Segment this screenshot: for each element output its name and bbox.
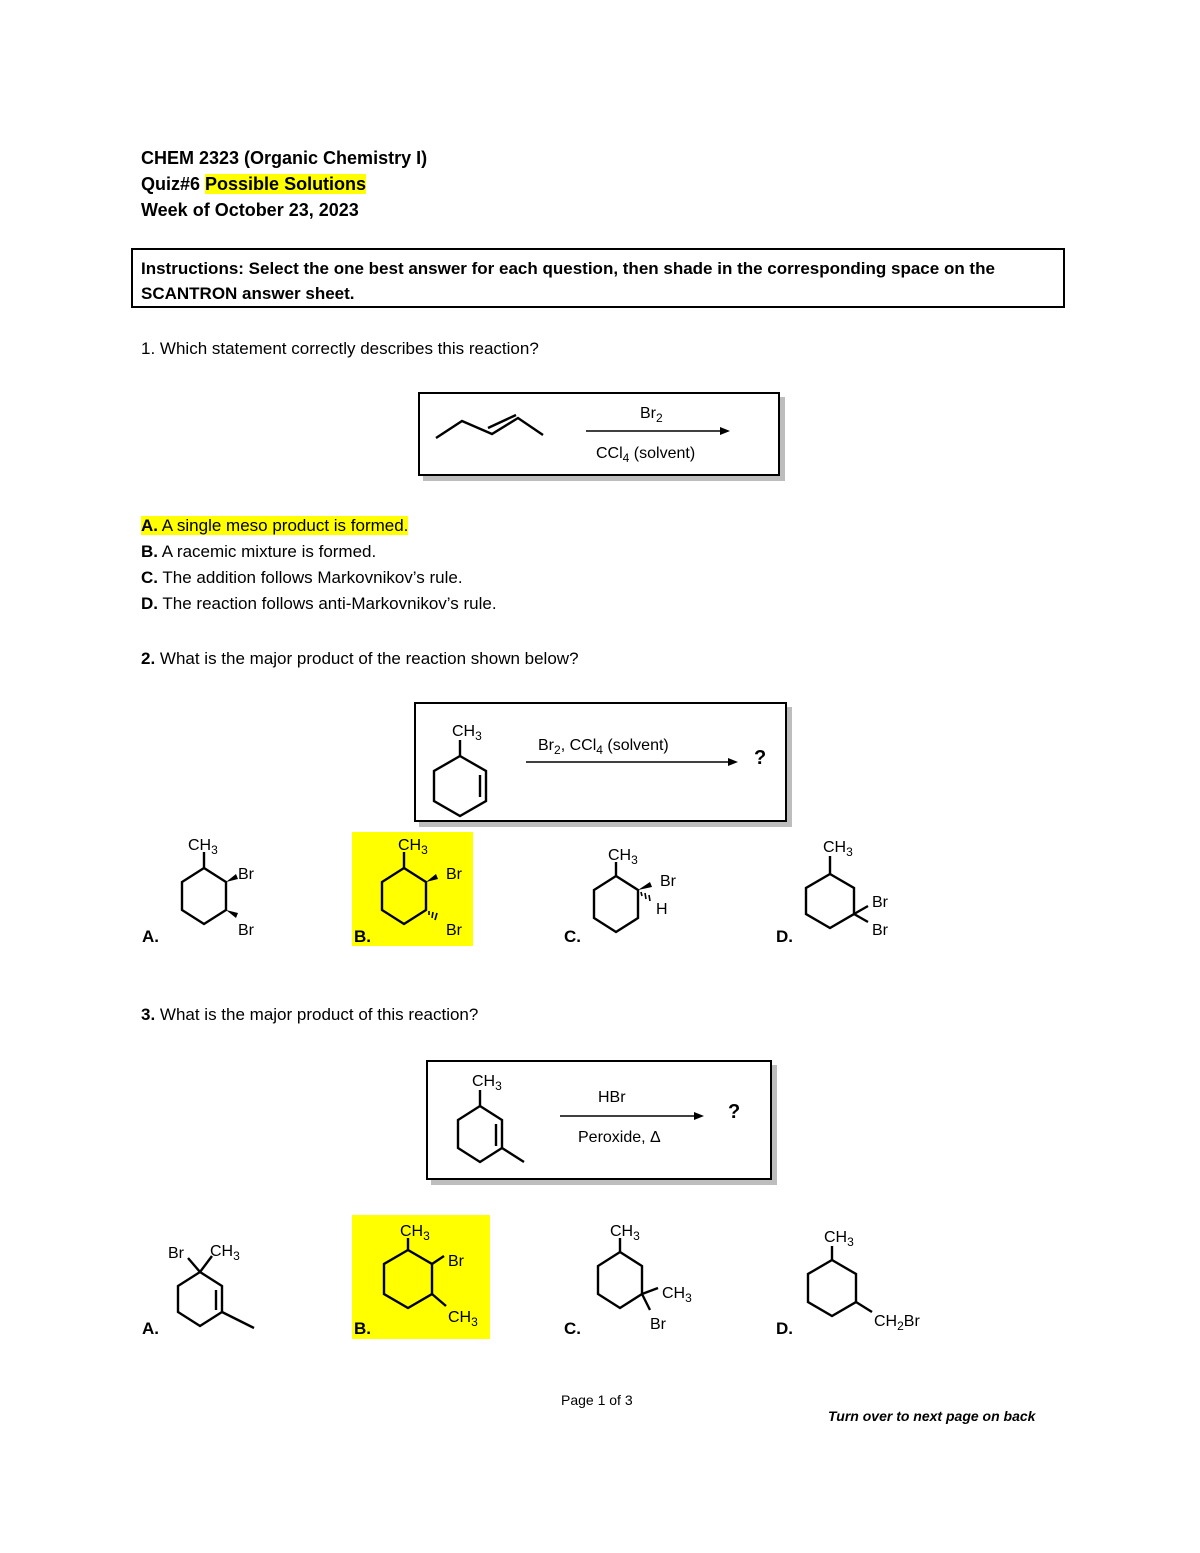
q1-arrowhead <box>720 427 730 435</box>
q2-ch3: $CH_3$ <box>452 723 482 743</box>
q1-reagent-bottom: CCl$_4$ (solvent) <box>596 445 696 465</box>
q3-reaction-box <box>426 1060 772 1180</box>
q2-option-b-label: B. <box>354 927 371 946</box>
q3-option-b-label: B. <box>354 1319 371 1338</box>
wedge-bond <box>426 874 438 882</box>
quiz-title <box>141 173 366 195</box>
q1-option-a: A. A single meso product is formed. <box>141 516 409 535</box>
q1-option-d: D. The reaction follows anti-Markovnikov’s rule. <box>141 594 497 613</box>
q2-option-c-label: C. <box>564 927 581 946</box>
question-3 <box>141 1004 478 1026</box>
br-label: Br <box>660 873 676 890</box>
q2-option-b-structure <box>372 832 482 942</box>
q2-unknown: ? <box>754 747 767 769</box>
ch3-label: $CH_3$ <box>400 1223 430 1243</box>
br-label: Br <box>448 1253 464 1270</box>
q2-methylcyclohexene <box>434 740 486 816</box>
quiz-highlight: Possible Solutions <box>205 174 367 194</box>
quiz-prefix: Quiz#6 <box>141 174 206 194</box>
q2-option-d-structure <box>796 832 906 942</box>
hash-bond <box>641 892 650 901</box>
ch3-label: $CH_3$ <box>448 1309 478 1329</box>
question-2-number: 2. <box>141 649 156 668</box>
q2-reaction-box <box>414 702 787 822</box>
q3-reaction-svg <box>428 1062 770 1178</box>
question-2 <box>141 648 579 670</box>
hash-bond <box>429 911 437 920</box>
br-label: Br <box>238 922 254 939</box>
question-1 <box>141 338 539 360</box>
br-label: Br <box>650 1316 666 1333</box>
q3-arrowhead <box>694 1112 704 1120</box>
question-2-text: What is the major product of the reaction shown below? <box>155 649 579 668</box>
br-label: Br <box>872 894 888 911</box>
question-3-number: 3. <box>141 1005 156 1024</box>
q3-reagent-bottom: Peroxide, Δ <box>578 1129 661 1146</box>
q1-reagent-top: $Br_2$ <box>640 405 663 425</box>
q3-option-c-structure <box>584 1216 704 1336</box>
q3-ch3: $CH_3$ <box>472 1073 502 1093</box>
ch2br-label: $CH_2Br$ <box>874 1313 920 1333</box>
q2-arrowhead <box>728 758 738 766</box>
ch3-label: $CH_3$ <box>610 1223 640 1243</box>
q2-reaction-svg <box>416 704 785 820</box>
br-label: Br <box>168 1245 184 1262</box>
course-title: CHEM 2323 (Organic Chemistry I) <box>141 148 428 168</box>
br-label: Br <box>872 922 888 939</box>
q3-unknown: ? <box>728 1101 741 1123</box>
q1-alkene <box>436 415 543 438</box>
q2-option-d-label: D. <box>776 927 793 946</box>
ch3-label: $CH_3$ <box>824 1229 854 1249</box>
instructions-box: Instructions: Select the one best answer for each question, then shade in the corresponding space on the SCANTRON answer sheet. <box>131 248 1065 308</box>
wedge-bond <box>226 874 238 882</box>
page-number: Page 1 of 3 <box>561 1392 633 1408</box>
q1-option-b: B. A racemic mixture is formed. <box>141 542 377 561</box>
question-3-text: What is the major product of this reaction? <box>155 1005 479 1024</box>
br-label: Br <box>446 922 462 939</box>
q2-option-a-label: A. <box>142 927 159 946</box>
question-1-text: Which statement correctly describes this reaction? <box>155 339 539 358</box>
q3-reagent-top: HBr <box>598 1089 626 1106</box>
ch3-label: $CH_3$ <box>662 1285 692 1305</box>
q3-option-d-structure <box>796 1222 946 1332</box>
q3-dimethylcyclohexene <box>458 1090 524 1162</box>
wedge-bond <box>638 882 652 890</box>
q3-option-a-structure <box>164 1230 274 1340</box>
q3-option-a-label: A. <box>142 1319 159 1338</box>
q3-option-b-structure <box>374 1218 494 1338</box>
br-label: Br <box>446 866 462 883</box>
ch3-label: $CH_3$ <box>398 837 428 857</box>
q2-reagent: $Br_2$, CCl$_4$ (solvent) <box>538 737 669 757</box>
q2-option-a-structure <box>160 832 270 942</box>
q1-reaction-svg <box>420 394 778 474</box>
ch3-label: $CH_3$ <box>188 837 218 857</box>
h-label: H <box>656 901 668 918</box>
ch3-label: $CH_3$ <box>823 839 853 859</box>
turn-over-note: Turn over to next page on back <box>828 1408 1036 1424</box>
q1-reaction-box <box>418 392 780 476</box>
wedge-bond <box>226 910 238 918</box>
q1-option-c: C. The addition follows Markovnikov’s rule. <box>141 568 463 587</box>
q3-option-c-label: C. <box>564 1319 581 1338</box>
question-1-number: 1. <box>141 339 156 358</box>
ch3-label: $CH_3$ <box>608 847 638 867</box>
ch3-label: $CH_3$ <box>210 1243 240 1263</box>
q2-option-c-structure <box>580 838 690 948</box>
q3-option-d-label: D. <box>776 1319 793 1338</box>
br-label: Br <box>238 866 254 883</box>
week-line: Week of October 23, 2023 <box>141 200 359 220</box>
